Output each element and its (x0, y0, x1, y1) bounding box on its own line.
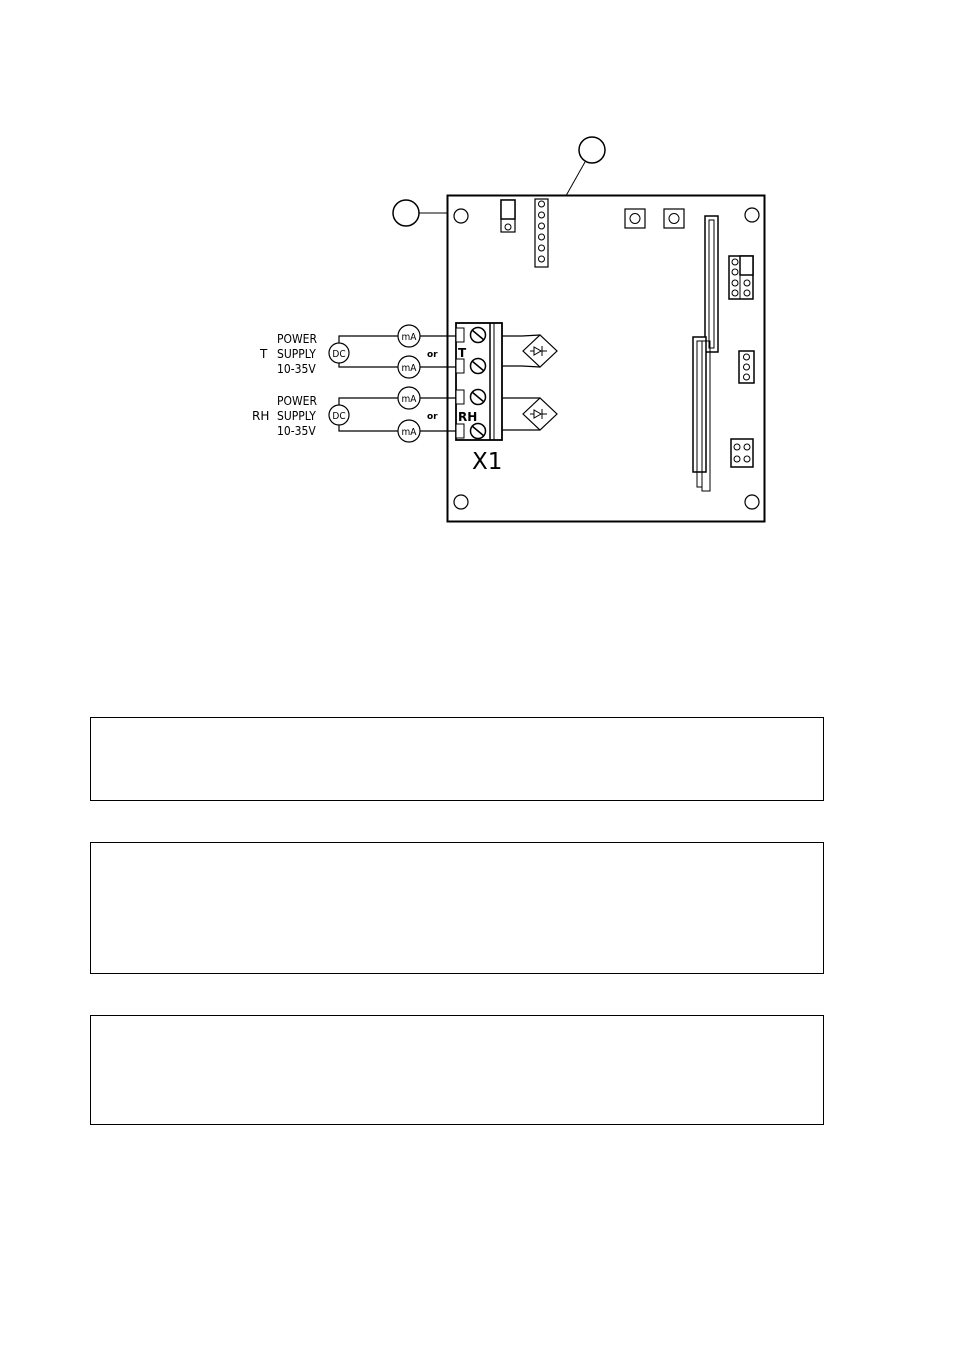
svg-text:mA: mA (401, 394, 417, 405)
push-button (664, 209, 684, 228)
milliammeter-t-lower (398, 356, 420, 378)
voltage-label-rh: 10-35V (277, 424, 316, 438)
or-label-rh: or (427, 412, 438, 422)
note-box-1 (90, 717, 824, 801)
svg-text:mA: mA (401, 332, 417, 343)
milliammeter-rh-lower (398, 420, 420, 442)
terminal-screw (471, 424, 486, 439)
channel-name-rh: RH (252, 409, 270, 423)
push-button (625, 209, 645, 228)
power-supply-label-rh-1: POWER (277, 394, 318, 408)
t-channel-wiring (259, 325, 456, 378)
edge-connector (705, 216, 718, 352)
terminal-screw (471, 359, 486, 374)
circuit-board (448, 196, 765, 522)
pin-header-2x3 (729, 256, 753, 299)
note-box-2 (90, 842, 824, 974)
or-label-t: or (427, 350, 438, 360)
terminal-block-x1 (456, 323, 502, 440)
power-supply-label-rh-2: SUPPLY (277, 409, 316, 423)
rh-channel-wiring (252, 387, 456, 442)
svg-text:mA: mA (401, 427, 417, 438)
terminal-label-rh: RH (458, 410, 478, 424)
pin-header-2x2 (731, 439, 753, 467)
dc-source-rh (329, 405, 349, 425)
pin-header-3 (739, 351, 754, 383)
dc-source-t (329, 343, 349, 363)
svg-text:DC: DC (332, 411, 346, 422)
svg-text:mA: mA (401, 363, 417, 374)
power-supply-label-t-2: SUPPLY (277, 347, 316, 361)
milliammeter-t-upper (398, 325, 420, 347)
terminal-screw (471, 328, 486, 343)
terminal-label-t: T (458, 346, 467, 360)
channel-name-t: T (260, 347, 268, 361)
connector-label-x1: X1 (472, 449, 503, 475)
voltage-label-t: 10-35V (277, 362, 316, 376)
svg-text:DC: DC (332, 349, 346, 360)
pin-header-6 (535, 199, 548, 267)
note-box-3 (90, 1015, 824, 1125)
terminal-screw (471, 390, 486, 405)
jumper-header (501, 200, 515, 232)
milliammeter-rh-upper (398, 387, 420, 409)
power-supply-label-t-1: POWER (277, 332, 318, 346)
